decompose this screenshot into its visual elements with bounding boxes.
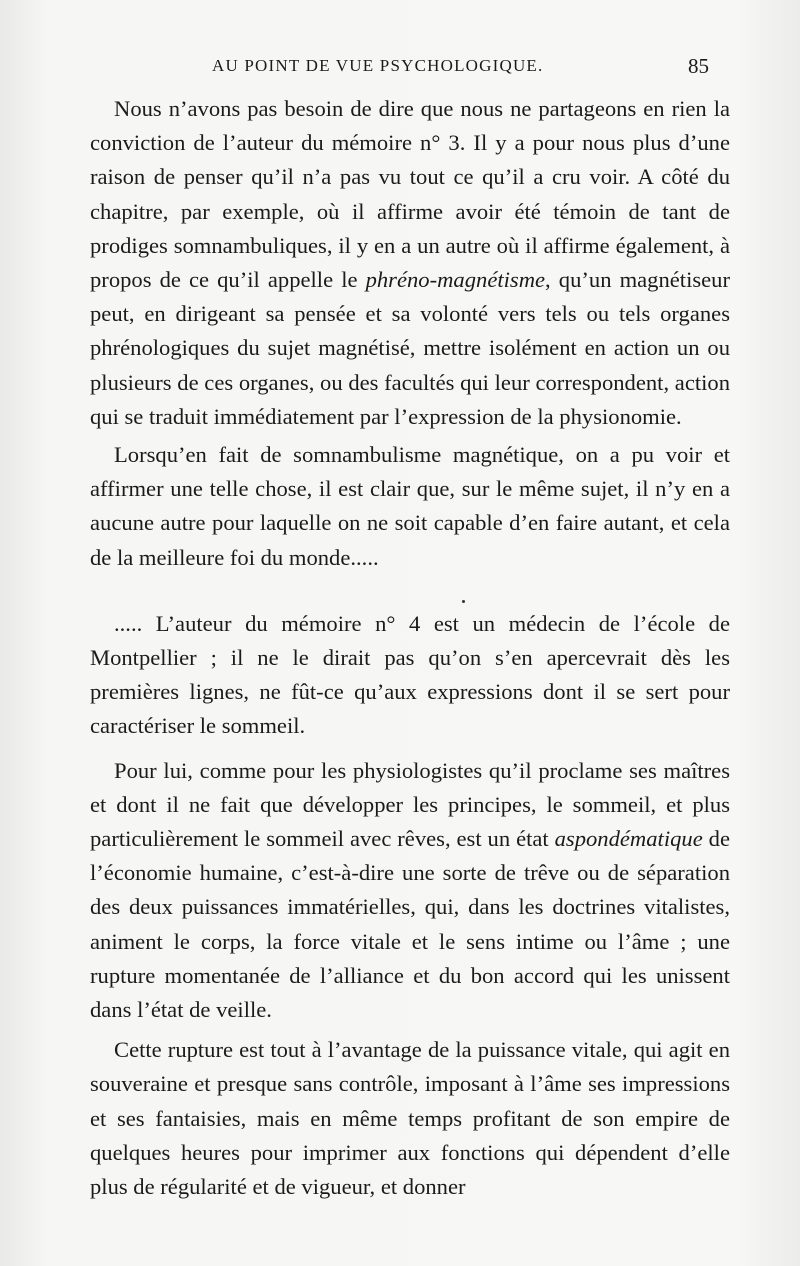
paragraph-4-italic-term: aspondématique — [554, 826, 703, 852]
page-number: 85 — [688, 54, 709, 78]
running-title: AU POINT DE VUE PSYCHOLOGIQUE. — [212, 56, 544, 75]
paragraph-1-text-b: , qu’un magnétiseur peut, en dirigeant sa pensée et sa volonté vers tels ou tels organes phrénologiques du sujet magnétisé, mettre isolément en action un ou plusieurs de ces organes, ou des facultés qui leur correspondent, action qui se traduit immédiatement par l’expression de la physionomie. — [90, 267, 730, 429]
paragraph-1-text-a: Nous n’avons pas besoin de dire que nous ne partageons en rien la conviction de l’auteur du mémoire n° 3. Il y a pour nous plus d’une raison de penser qu’il n’a pas vu tout ce qu’il a cru voir. A côté du chapitre, par exemple, où il affirme avoir été témoin de tant de prodiges somnambuliques, il y en a un autre où il affirme également, à propos de ce qu’il appelle le — [90, 96, 730, 293]
paragraph-5: Cette rupture est tout à l’avantage de la puissance vitale, qui agit en souveraine et presque sans contrôle, imposant à l’âme ses impressions et ses fantaisies, mais en même temps profitant de son empire de quelques heures pour imprimer aux fonctions qui dépendent d’elle plus de régularité et de vigueur, et donner — [90, 1037, 730, 1200]
section-break-dot — [462, 600, 465, 603]
paragraph-4 — [90, 754, 730, 1028]
paragraph-4-text-b: de l’économie humaine, c’est-à-dire une sorte de trêve ou de séparation des deux puissances immatérielles, qui, dans les doctrines vitalistes, animent le corps, la force vitale et le sens intime ou l’âme ; une rupture momentanée de l’alliance et du bon accord qui les unissent dans l’état de veille. — [90, 826, 730, 1023]
paragraph-1 — [90, 92, 730, 434]
page-header — [0, 56, 800, 86]
paragraph-1-italic-term: phréno-magnétisme — [365, 267, 546, 293]
paragraph-4-text-a: Pour lui, comme pour les physiologistes qu’il proclame ses maîtres et dont il ne fait que développer les principes, le sommeil, et plus particulièrement le sommeil avec rêves, est un état — [90, 757, 730, 852]
paragraph-3: ..... L’auteur du mémoire n° 4 est un médecin de l’école de Montpellier ; il ne le dirait pas qu’on s’en apercevrait dès les premières lignes, ne fût-ce qu’aux expressions dont il se sert pour caractériser le sommeil. — [90, 610, 730, 739]
paragraph-2: Lorsqu’en fait de somnambulisme magnétique, on a pu voir et affirmer une telle chose, il est clair que, sur le même sujet, il n’y en a aucune autre pour laquelle on ne soit capable d’en faire autant, et cela de la meilleure foi du monde..... — [90, 442, 730, 570]
body-text — [90, 92, 730, 1208]
